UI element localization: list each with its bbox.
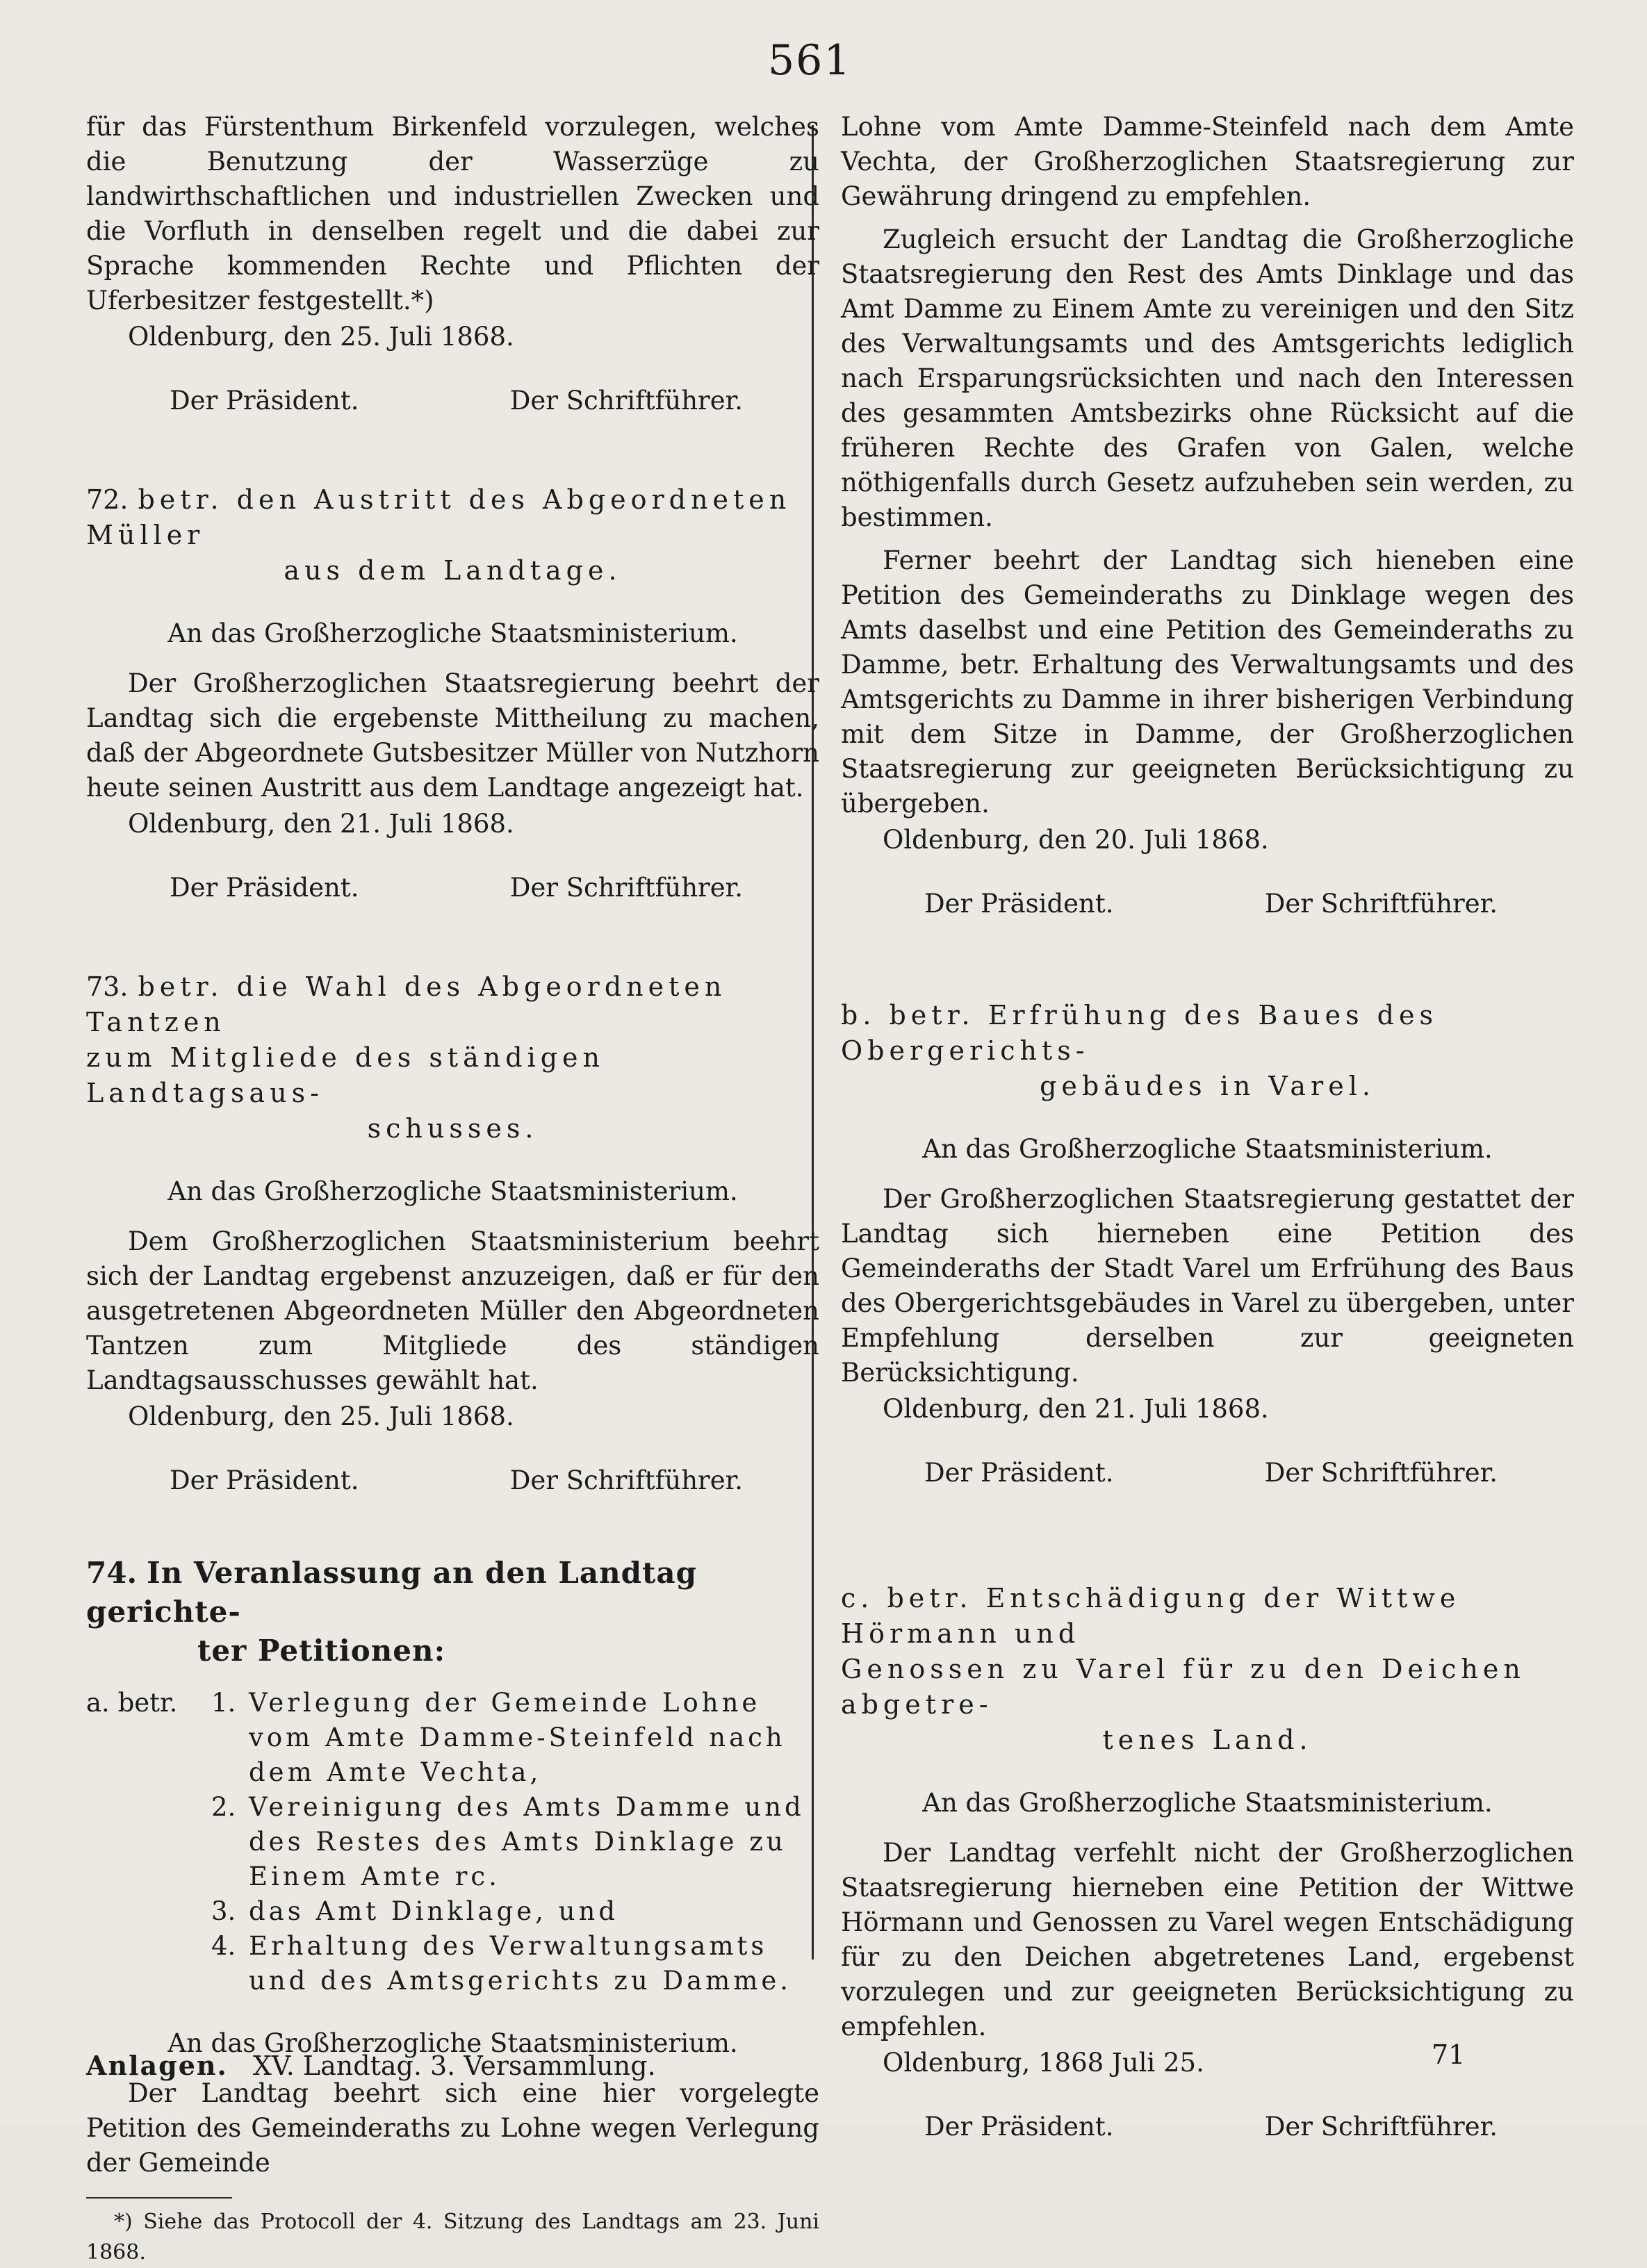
date-line: Oldenburg, den 20. Juli 1868. — [883, 825, 1269, 855]
paragraph: Der Landtag verfehlt nicht der Großherzoglichen Staatsregierung hierneben eine Petition der Wittwe Hörmann und Genossen zu Varel wegen Entschädigung für zu den Deichen abgetretenes Land, ergebenst vorzulegen und zur geeigneten Berücksichtigung zu empfehlen. — [841, 1838, 1574, 2041]
item-number: 3. — [211, 1896, 236, 1926]
addressee: An das Großherzogliche Staatsministerium. — [167, 618, 738, 648]
page-footer — [86, 2050, 656, 2081]
date-line: Oldenburg, den 25. Juli 1868. — [128, 322, 514, 352]
signature-line — [841, 2110, 1574, 2144]
date-line: Oldenburg, 1868 Juli 25. — [883, 2048, 1204, 2078]
item-text: Erhaltung des Verwaltungsamts und des Amtsgerichts zu Damme. — [249, 1931, 792, 1996]
president-signature: Der Präsident. — [170, 873, 359, 903]
paragraph: für das Fürstenthum Birkenfeld vorzulegen, welches die Benutzung der Wasserzüge zu landwirthschaftlichen und industriellen Zwecken und die Vorfluth in denselben regelt und die dabei zur Sprache kommenden Rechte und Pflichten der Uferbesitzer festgestellt.*) — [86, 112, 819, 315]
heading-text: gebäudes in Varel. — [1040, 1071, 1375, 1101]
footer-label: Anlagen. — [86, 2050, 228, 2081]
item-text: Verlegung der Gemeinde Lohne vom Amte Damme-Steinfeld nach dem Amte Vechta, — [249, 1688, 786, 1787]
signature-line — [841, 1456, 1574, 1490]
item-number: 4. — [211, 1931, 236, 1961]
list-item — [86, 1686, 819, 1790]
heading-text: b. betr. Erfrühung des Baues des Obergerichts- — [841, 1000, 1438, 1066]
petition-list — [86, 1686, 819, 1998]
date-line: Oldenburg, den 21. Juli 1868. — [128, 809, 514, 839]
footnote: *) Siehe das Protocoll der 4. Sitzung des Landtags am 23. Juni 1868. — [86, 2210, 819, 2265]
date-line: Oldenburg, den 21. Juli 1868. — [883, 1394, 1269, 1424]
heading-text: betr. die Wahl des Abgeordneten Tantzen — [86, 971, 727, 1037]
paragraph: Ferner beehrt der Landtag sich hieneben eine Petition des Gemeinderaths zu Dinklage wegen des Amts daselbst und eine Petition des Gemeinderaths zu Damme, betr. Erhaltung des Verwaltungsamts und des Amtsgerichts zu Damme in ihrer bisherigen Verbindung mit dem Sitze in Damme, der Großherzoglichen Staatsregierung zur geeigneten Berücksichtigung zu übergeben. — [841, 545, 1574, 819]
right-column — [841, 110, 1574, 2144]
paragraph: Dem Großherzoglichen Staatsministerium beehrt sich der Landtag ergebenst anzuzeigen, daß er für den ausgetretenen Abgeordneten Müller den Abgeordneten Tantzen zum Mitgliede des ständigen Landtagsausschusses gewählt hat. — [86, 1226, 819, 1395]
secretary-signature: Der Schriftführer. — [1264, 2112, 1498, 2142]
item-text: Vereinigung des Amts Damme und des Restes des Amts Dinklage zu Einem Amte rc. — [249, 1792, 805, 1891]
president-signature: Der Präsident. — [924, 889, 1114, 919]
paragraph: Der Landtag beehrt sich eine hier vorgelegte Petition des Gemeinderaths zu Lohne wegen Verlegung der Gemeinde — [86, 2078, 819, 2178]
list-item — [86, 1929, 819, 1998]
item-number: 2. — [211, 1792, 236, 1822]
paragraph: Der Großherzoglichen Staatsregierung gestattet der Landtag sich hierneben eine Petition des Gemeinderaths der Stadt Varel um Erfrühung des Baus des Obergerichtsgebäudes in Varel zu übergeben, unter Empfehlung derselben zur geeigneten Berücksichtigung. — [841, 1184, 1574, 1388]
list-item — [86, 1894, 819, 1929]
president-signature: Der Präsident. — [170, 386, 359, 416]
addressee: An das Großherzogliche Staatsministerium. — [167, 1176, 738, 1206]
secretary-signature: Der Schriftführer. — [509, 1465, 743, 1495]
paragraph: Zugleich ersucht der Landtag die Großherzogliche Staatsregierung den Rest des Amts Dinklage und das Amt Damme zu Einem Amte zu vereinigen und den Sitz des Verwaltungsamts und des Amtsgerichts lediglich nach Ersparungsrücksichten und nach den Interessen des gesammten Amtsbezirks ohne Rücksicht auf die früheren Rechte des Grafen von Galen, welche nöthigenfalls durch Gesetz aufzuheben sein werden, zu bestimmen. — [841, 224, 1574, 532]
left-column — [86, 110, 819, 2268]
addressee: An das Großherzogliche Staatsministerium. — [922, 1134, 1493, 1164]
section-heading-c — [841, 1581, 1574, 1758]
signature-line — [841, 887, 1574, 921]
heading-text: betr. den Austritt des Abgeordneten Müller — [86, 484, 792, 550]
secretary-signature: Der Schriftführer. — [509, 873, 743, 903]
date-line: Oldenburg, den 25. Juli 1868. — [128, 1402, 514, 1431]
item-number: 1. — [211, 1688, 236, 1718]
heading-text: c. betr. Entschädigung der Wittwe Hörmann und — [841, 1583, 1461, 1649]
secretary-signature: Der Schriftführer. — [1264, 889, 1498, 919]
item-prefix — [86, 1894, 211, 1929]
addressee: An das Großherzogliche Staatsministerium. — [922, 1788, 1493, 1818]
section-heading-73 — [86, 969, 819, 1147]
president-signature: Der Präsident. — [924, 1458, 1114, 1488]
heading-text: tenes Land. — [1102, 1725, 1313, 1755]
heading-text: In Veranlassung an den Landtag gerichte- — [86, 1556, 697, 1629]
section-number: 74. — [86, 1556, 138, 1590]
signature-line — [86, 871, 819, 905]
list-item — [86, 1790, 819, 1894]
secretary-signature: Der Schriftführer. — [509, 386, 743, 416]
section-heading-72 — [86, 482, 819, 589]
heading-text: schusses. — [367, 1113, 539, 1144]
page-number: 561 — [768, 36, 852, 85]
heading-text: ter Petitionen: — [197, 1634, 446, 1668]
section-number: 73. — [86, 971, 129, 1002]
addressee: An das Großherzogliche Staatsministerium. — [167, 2028, 738, 2058]
section-heading-74 — [86, 1554, 819, 1670]
paragraph: Lohne vom Amte Damme-Steinfeld nach dem Amte Vechta, der Großherzoglichen Staatsregierung zur Gewährung dringend zu empfehlen. — [841, 112, 1574, 211]
president-signature: Der Präsident. — [924, 2112, 1114, 2142]
item-prefix: a. betr. — [86, 1688, 178, 1718]
sheet-number: 71 — [1432, 2039, 1466, 2070]
heading-text: zum Mitgliede des ständigen Landtagsaus- — [86, 1042, 605, 1108]
section-number: 72. — [86, 484, 129, 515]
footnote-rule — [86, 2197, 232, 2199]
footer-text: XV. Landtag. 3. Versammlung. — [252, 2051, 656, 2081]
item-prefix — [86, 1929, 211, 1998]
president-signature: Der Präsident. — [170, 1465, 359, 1495]
item-prefix — [86, 1790, 211, 1894]
section-heading-b — [841, 998, 1574, 1104]
item-text: das Amt Dinklage, und — [249, 1896, 619, 1926]
secretary-signature: Der Schriftführer. — [1264, 1458, 1498, 1488]
paragraph: Der Großherzoglichen Staatsregierung beehrt der Landtag sich die ergebenste Mittheilung zu machen, daß der Abgeordnete Gutsbesitzer Müller von Nutzhorn heute seinen Austritt aus dem Landtage angezeigt hat. — [86, 668, 819, 803]
signature-line — [86, 384, 819, 418]
signature-line — [86, 1463, 819, 1498]
heading-text: Genossen zu Varel für zu den Deichen abgetre- — [841, 1654, 1525, 1720]
heading-text: aus dem Landtage. — [284, 555, 622, 586]
